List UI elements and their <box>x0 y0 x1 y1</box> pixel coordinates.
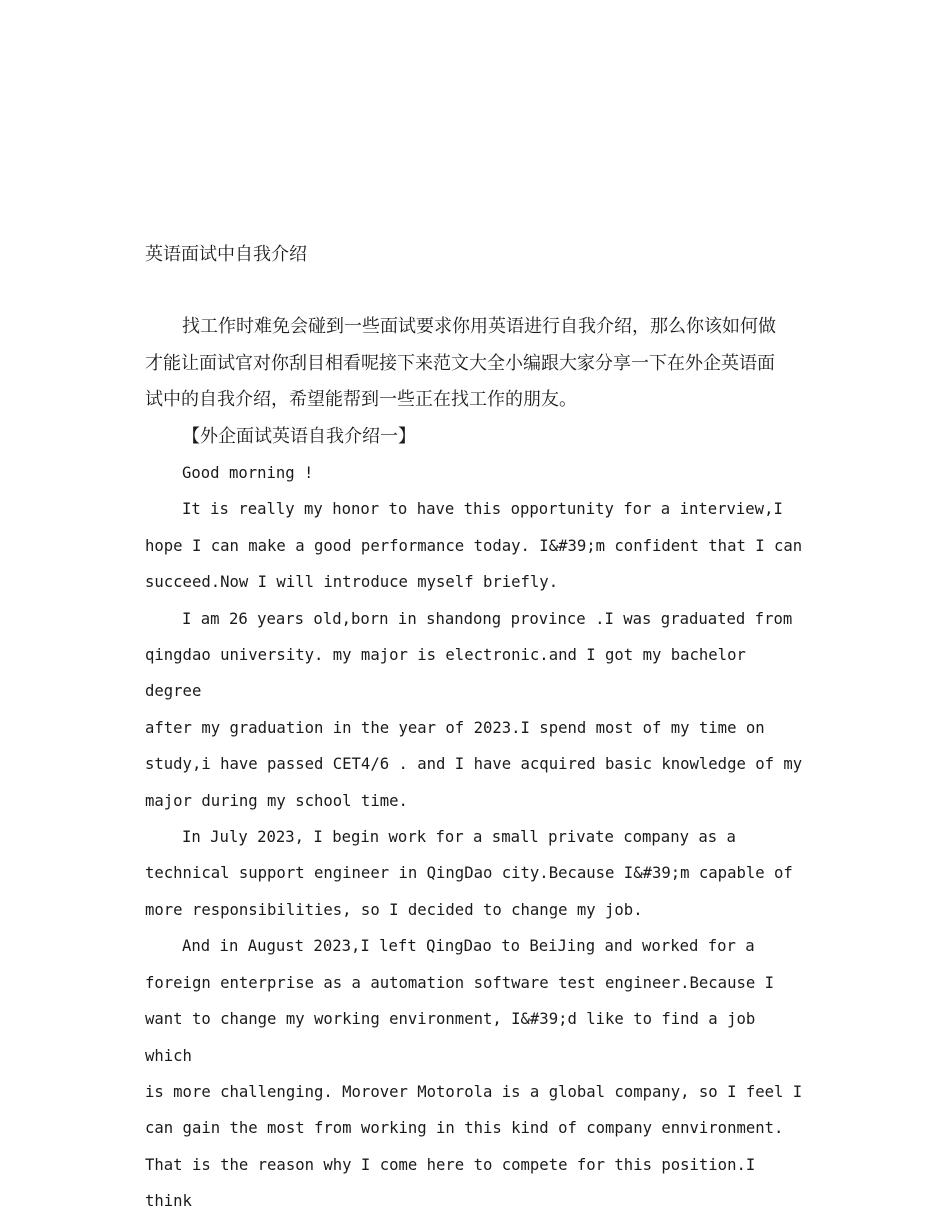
body-paragraph-2: I am 26 years old,born in shandong province .I was graduated from qingdao university. my major is electronic.and I got my bachelor degree after my graduation in the year of 2023.I spend most of my time on study,i have passed CET4/6 . and I have acquired basic knowledge of my major during my school time. <box>145 609 803 810</box>
document-body <box>145 309 810 1220</box>
intro-paragraph: 找工作时难免会碰到一些面试要求你用英语进行自我介绍，那么你该如何做 才能让面试官对你刮目相看呢接下来范文大全小编跟大家分享一下在外企英语面 试中的自我介绍，希望能帮到一些正在找工作的朋友。 <box>145 316 776 410</box>
document-title: 英语面试中自我介绍 <box>145 244 307 265</box>
section-heading: 【外企面试英语自我介绍一】 <box>182 425 416 447</box>
body-paragraph-4: And in August 2023,I left QingDao to BeiJing and worked for a foreign enterprise as a automation software test engineer.Because I want to change my working environment, I&#39;d like to find a job which is more challenging. Morover Motorola is a global company, so I feel I can gain the most from working in this kind of company ennvironment. That is the reason why I come here to compete for this position.I think <box>145 937 803 1211</box>
body-paragraph-1: It is really my honor to have this opportunity for a interview,I hope I can make a good performance today. I&#39;m confident that I can succeed.Now I will introduce myself briefly. <box>145 500 803 592</box>
body-paragraph-3: In July 2023, I begin work for a small private company as a technical support engineer in QingDao city.Because I&#39;m capable of more responsibilities, so I decided to change my job. <box>145 828 793 919</box>
greeting-line: Good morning ! <box>182 464 314 482</box>
